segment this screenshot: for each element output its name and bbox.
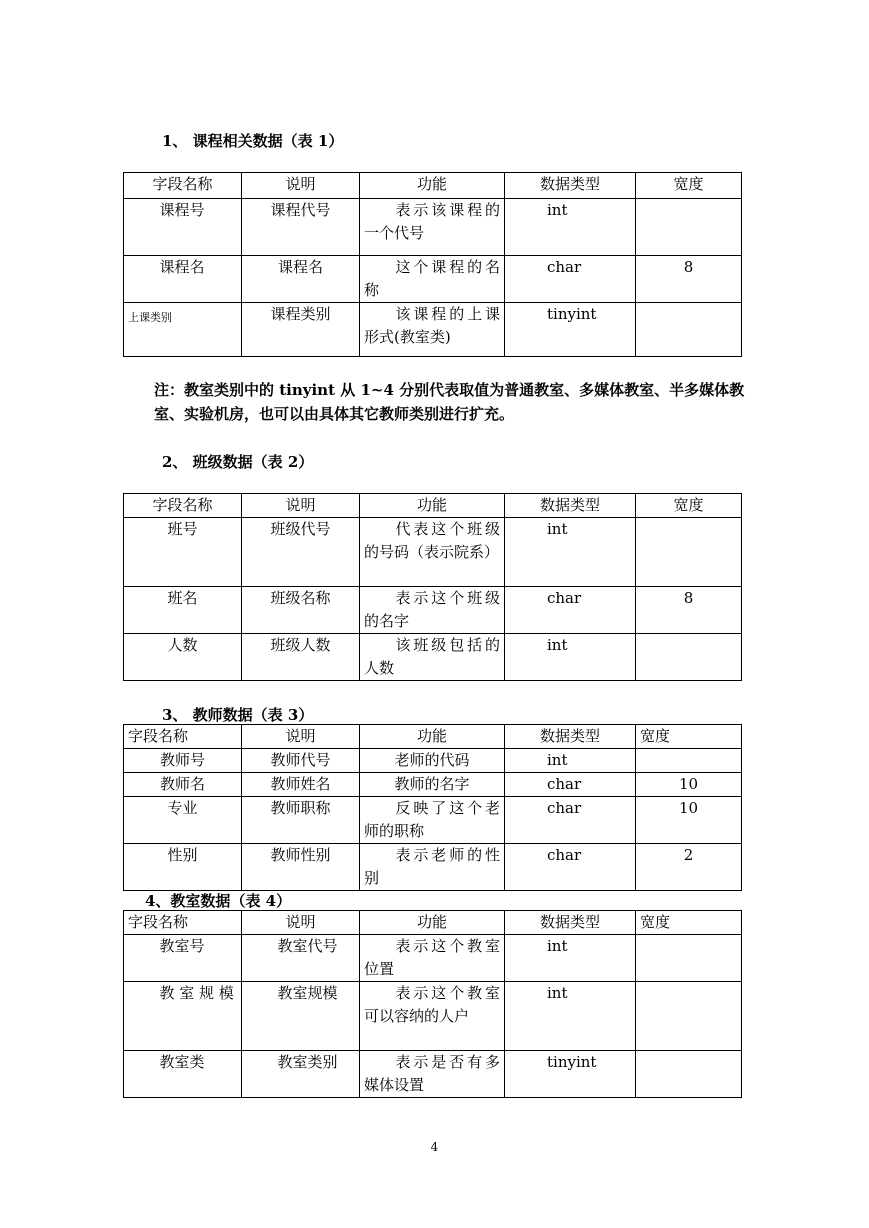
header-description: 说明 bbox=[242, 725, 360, 749]
cell-desc: 教师姓名 bbox=[242, 773, 360, 797]
cell-type: int bbox=[505, 634, 636, 681]
cell-width bbox=[636, 634, 742, 681]
cell-width: 10 bbox=[636, 773, 742, 797]
cell-func: 表示该课程的一个代号 bbox=[360, 199, 505, 256]
table-header-row bbox=[124, 173, 742, 199]
cell-desc: 课程名 bbox=[242, 256, 360, 303]
cell-func: 这个课程的名称 bbox=[360, 256, 505, 303]
table-row bbox=[124, 844, 742, 891]
section-3-heading: 3、 教师数据（表 3） bbox=[162, 706, 314, 724]
header-data-type: 数据类型 bbox=[505, 725, 636, 749]
cell-desc: 教室类别 bbox=[242, 1051, 360, 1098]
table-header-row bbox=[124, 494, 742, 518]
cell-type: tinyint bbox=[505, 1051, 636, 1098]
cell-width bbox=[636, 935, 742, 982]
table-row bbox=[124, 587, 742, 634]
cell-field: 教室号 bbox=[124, 935, 242, 982]
cell-field: 教师名 bbox=[124, 773, 242, 797]
section-1-heading: 1、 课程相关数据（表 1） bbox=[162, 132, 344, 150]
cell-func: 表示老师的性别 bbox=[360, 844, 505, 891]
cell-func: 该课程的上课形式(教室类) bbox=[360, 303, 505, 357]
cell-desc: 课程类别 bbox=[242, 303, 360, 357]
header-field-name: 字段名称 bbox=[124, 173, 242, 199]
cell-field: 教师号 bbox=[124, 749, 242, 773]
cell-func: 表示是否有多媒体设置 bbox=[360, 1051, 505, 1098]
header-function: 功能 bbox=[360, 173, 505, 199]
header-field-name: 字段名称 bbox=[124, 725, 242, 749]
cell-type: char bbox=[505, 844, 636, 891]
cell-field: 班号 bbox=[124, 518, 242, 587]
cell-type: char bbox=[505, 256, 636, 303]
cell-width bbox=[636, 518, 742, 587]
header-data-type: 数据类型 bbox=[505, 911, 636, 935]
cell-width bbox=[636, 303, 742, 357]
header-data-type: 数据类型 bbox=[505, 173, 636, 199]
header-field-name: 字段名称 bbox=[124, 494, 242, 518]
cell-func: 表示这个教室可以容纳的人户 bbox=[360, 982, 505, 1051]
table-row bbox=[124, 982, 742, 1051]
header-data-type: 数据类型 bbox=[505, 494, 636, 518]
cell-width bbox=[636, 982, 742, 1051]
cell-type: tinyint bbox=[505, 303, 636, 357]
table-header-row bbox=[124, 725, 742, 749]
header-width: 宽度 bbox=[636, 911, 742, 935]
header-function: 功能 bbox=[360, 494, 505, 518]
cell-field: 性别 bbox=[124, 844, 242, 891]
cell-width: 10 bbox=[636, 797, 742, 844]
cell-field: 上课类别 bbox=[124, 303, 242, 357]
cell-func: 表示这个教室位置 bbox=[360, 935, 505, 982]
class-table bbox=[123, 493, 742, 681]
table-header-row bbox=[124, 911, 742, 935]
classroom-table bbox=[123, 910, 742, 1098]
cell-desc: 教师代号 bbox=[242, 749, 360, 773]
cell-width: 8 bbox=[636, 587, 742, 634]
header-field-name: 字段名称 bbox=[124, 911, 242, 935]
cell-field: 人数 bbox=[124, 634, 242, 681]
cell-desc: 教室规模 bbox=[242, 982, 360, 1051]
cell-func: 代表这个班级的号码（表示院系） bbox=[360, 518, 505, 587]
cell-func: 反映了这个老师的职称 bbox=[360, 797, 505, 844]
teacher-table bbox=[123, 724, 742, 891]
cell-type: char bbox=[505, 587, 636, 634]
table-row bbox=[124, 797, 742, 844]
note-text: 注：教室类别中的 tinyint 从 1~4 分别代表取值为普通教室、多媒体教室、半多媒体教室、实验机房，也可以由具体其它教师类别进行扩充。 bbox=[154, 381, 745, 423]
cell-width bbox=[636, 1051, 742, 1098]
header-function: 功能 bbox=[360, 911, 505, 935]
table-row bbox=[124, 935, 742, 982]
cell-field: 课程号 bbox=[124, 199, 242, 256]
cell-type: int bbox=[505, 935, 636, 982]
cell-field: 教室类 bbox=[124, 1051, 242, 1098]
cell-desc: 课程代号 bbox=[242, 199, 360, 256]
header-width: 宽度 bbox=[636, 725, 742, 749]
cell-desc: 教师性别 bbox=[242, 844, 360, 891]
cell-width: 8 bbox=[636, 256, 742, 303]
header-description: 说明 bbox=[242, 173, 360, 199]
cell-type: int bbox=[505, 518, 636, 587]
cell-desc: 教师职称 bbox=[242, 797, 360, 844]
cell-field: 课程名 bbox=[124, 256, 242, 303]
cell-field: 教 室 规 模 bbox=[124, 982, 242, 1051]
cell-width bbox=[636, 199, 742, 256]
cell-type: char bbox=[505, 797, 636, 844]
cell-type: char bbox=[505, 773, 636, 797]
cell-desc: 教室代号 bbox=[242, 935, 360, 982]
cell-type: int bbox=[505, 982, 636, 1051]
page-number: 4 bbox=[430, 1140, 439, 1154]
cell-func: 教师的名字 bbox=[360, 773, 505, 797]
cell-func: 老师的代码 bbox=[360, 749, 505, 773]
table-row bbox=[124, 634, 742, 681]
section-4-heading: 4、教室数据（表 4） bbox=[145, 892, 292, 910]
table-row bbox=[124, 303, 742, 357]
cell-field: 专业 bbox=[124, 797, 242, 844]
table-row bbox=[124, 749, 742, 773]
table-row bbox=[124, 1051, 742, 1098]
table-row bbox=[124, 256, 742, 303]
section-2-heading: 2、 班级数据（表 2） bbox=[162, 453, 314, 471]
table-row bbox=[124, 199, 742, 256]
course-table bbox=[123, 172, 742, 357]
cell-width bbox=[636, 749, 742, 773]
table-row bbox=[124, 518, 742, 587]
cell-width: 2 bbox=[636, 844, 742, 891]
cell-desc: 班级代号 bbox=[242, 518, 360, 587]
cell-type: int bbox=[505, 749, 636, 773]
table-row bbox=[124, 773, 742, 797]
cell-func: 表示这个班级的名字 bbox=[360, 587, 505, 634]
header-width: 宽度 bbox=[636, 173, 742, 199]
header-function: 功能 bbox=[360, 725, 505, 749]
cell-desc: 班级人数 bbox=[242, 634, 360, 681]
cell-type: int bbox=[505, 199, 636, 256]
header-description: 说明 bbox=[242, 494, 360, 518]
header-description: 说明 bbox=[242, 911, 360, 935]
cell-desc: 班级名称 bbox=[242, 587, 360, 634]
header-width: 宽度 bbox=[636, 494, 742, 518]
cell-func: 该班级包括的人数 bbox=[360, 634, 505, 681]
cell-field: 班名 bbox=[124, 587, 242, 634]
